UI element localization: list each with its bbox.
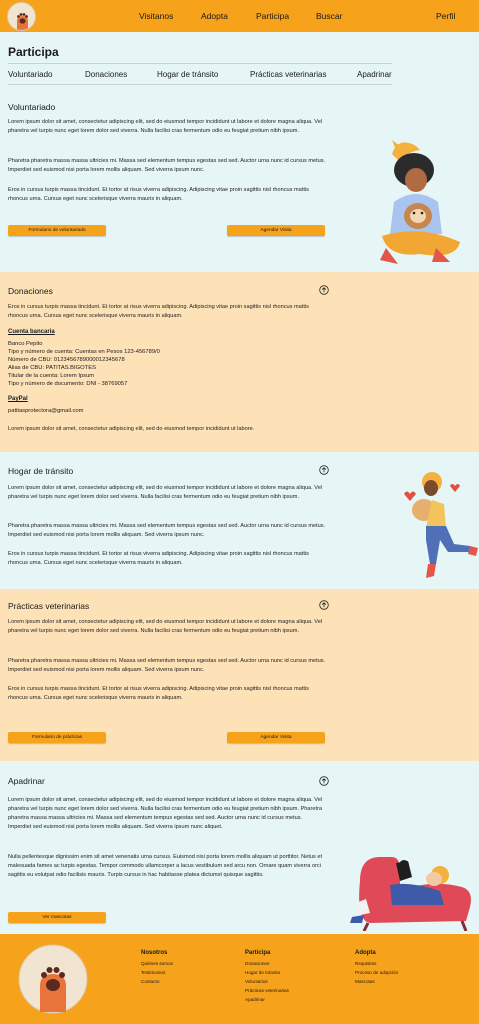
footer-link[interactable]: Contacto bbox=[141, 979, 160, 984]
nav-buscar[interactable]: Buscar bbox=[316, 11, 343, 21]
kid-with-pets-illustration bbox=[376, 136, 462, 268]
section-title: Prácticas veterinarias bbox=[8, 601, 90, 611]
footer-link[interactable]: Testimonios bbox=[141, 970, 166, 975]
nav-visitanos[interactable]: Visitanos bbox=[139, 11, 174, 21]
paypal-email[interactable]: patitasprotectora@gmail.com bbox=[8, 408, 84, 414]
section-apadrinar bbox=[0, 761, 479, 934]
paragraph: Nulla pellentesque dignissim enim sit amet venenatis urna cursus. Euismod nisi porta lorem mollis aliquam ut porttitor. Netus et malesuada fames ac turpis egestas. Tempor commodo ullamcorper a lacus vestibulum sed arcu non. Ornare quam viverra orci sagittis eu volutpat odio facilisis mauris. Turpis cursus in hac habitasse platea dictumst quisque sagittis. bbox=[8, 854, 323, 879]
paw-logo-icon bbox=[8, 3, 36, 31]
person-hugging-dog-illustration bbox=[396, 468, 478, 586]
footer-link[interactable]: Apadrinar bbox=[245, 997, 265, 1002]
section-voluntariado bbox=[0, 90, 479, 272]
bank-line: Tipo y número de documento: DNI - 38769057 bbox=[8, 381, 128, 387]
paragraph: Eros in cursus turpis massa tincidunt. Et tortor at risus viverra adipiscing. Adipiscing vitae proin sagittis nisl rhoncus mattis rhoncus urna. Cursus eget nunc scelerisque viverra mauris in aliquam. bbox=[8, 304, 309, 320]
footer-link[interactable]: Donaciones bbox=[245, 961, 270, 966]
section-title: Voluntariado bbox=[8, 102, 56, 112]
footer-link[interactable]: Mascotas bbox=[355, 979, 375, 984]
tab-voluntariado[interactable]: Voluntariado bbox=[8, 70, 53, 79]
paragraph: Pharetra pharetra massa massa ultricies mi. Massa sed elementum tempus egestas sed sed. Auctor urna nunc id cursus metus. Imperdiet sed euismod nisi porta lorem mollis aliquam. Sed viverra ipsum nunc. bbox=[8, 158, 326, 174]
tab-apadrinar[interactable]: Apadrinar bbox=[357, 70, 392, 79]
tab-donaciones[interactable]: Donaciones bbox=[85, 70, 128, 79]
paragraph: Pharetra pharetra massa massa ultricies mi. Massa sed elementum tempus egestas sed sed. Auctor urna nunc id cursus metus. Imperdiet sed euismod nisi porta lorem mollis aliquam. Sed viverra ipsum nunc. bbox=[8, 658, 326, 674]
person-on-sofa-with-cat-illustration bbox=[350, 851, 474, 931]
logo[interactable] bbox=[7, 2, 36, 31]
tab-hogar-de-transito[interactable]: Hogar de tránsito bbox=[157, 70, 219, 79]
paragraph: Pharetra pharetra massa massa ultricies mi. Massa sed elementum tempus egestas sed sed. Auctor urna nunc id cursus metus. Imperdiet sed euismod nisi porta lorem mollis aliquam. Sed viverra ipsum nunc. bbox=[8, 523, 326, 539]
paragraph: Lorem ipsum dolor sit amet, consectetur adipiscing elit, sed do eiusmod tempor incididunt ut labore. bbox=[8, 426, 255, 432]
bank-line: Banco Pepito bbox=[8, 341, 43, 347]
section-practicas-veterinarias bbox=[0, 589, 479, 761]
bank-account-label: Cuenta bancaria bbox=[8, 329, 55, 335]
footer-link[interactable]: Hogar de tránsito bbox=[245, 970, 281, 975]
paw-logo-icon[interactable] bbox=[18, 944, 88, 1014]
section-hogar-de-transito bbox=[0, 452, 479, 589]
practices-form-button[interactable]: Formulario de prácticas bbox=[8, 732, 106, 743]
footer-link[interactable]: Quiénes somos bbox=[141, 961, 173, 966]
divider bbox=[8, 63, 392, 64]
paragraph: Lorem ipsum dolor sit amet, consectetur adipiscing elit, sed do eiusmod tempor incididunt ut labore et dolore magna aliqua. Vel pharetra vel turpis nunc eget lorem dolor sed viverra. Nulla facilisi cras fermentum odio eu feugiat pretium nibh ipsum. bbox=[8, 119, 323, 135]
paragraph: Eros in cursus turpis massa tincidunt. Et tortor at risus viverra adipiscing. Adipiscing vitae proin sagittis nisl rhoncus mattis rhoncus urna. Cursus eget nunc scelerisque viverra mauris in aliquam. bbox=[8, 187, 309, 203]
scroll-up-icon[interactable] bbox=[319, 465, 329, 475]
divider bbox=[8, 84, 392, 85]
schedule-visit-button[interactable]: Agendar Visita bbox=[227, 732, 325, 743]
paragraph: Lorem ipsum dolor sit amet, consectetur adipiscing elit, sed do eiusmod tempor incididunt ut labore et dolore magna aliqua. Vel pharetra vel turpis nunc eget lorem dolor sed viverra. Nulla facilisi cras fermentum odio eu feugiat pretium nibh ipsum. bbox=[8, 619, 323, 635]
scroll-up-icon[interactable] bbox=[319, 600, 329, 610]
volunteer-form-button[interactable]: Formulario de voluntariado bbox=[8, 225, 106, 236]
page-title: Participa bbox=[8, 45, 59, 59]
schedule-visit-button[interactable]: Agendar Visita bbox=[227, 225, 325, 236]
footer-link[interactable]: Voluntarios bbox=[245, 979, 268, 984]
view-pets-button[interactable]: Ver mascotas bbox=[8, 912, 106, 923]
paragraph: Eros in cursus turpis massa tincidunt. Et tortor at risus viverra adipiscing. Adipiscing vitae proin sagittis nisl rhoncus mattis rhoncus urna. Cursus eget nunc scelerisque viverra mauris in aliquam. bbox=[8, 686, 309, 702]
nav-adopta[interactable]: Adopta bbox=[201, 11, 228, 21]
footer-heading-adopta: Adopta bbox=[355, 950, 376, 956]
section-donaciones bbox=[0, 272, 479, 452]
nav-participa[interactable]: Participa bbox=[256, 11, 290, 21]
footer-heading-nosotros: Nosotros bbox=[141, 950, 168, 956]
tab-practicas-veterinarias[interactable]: Prácticas veterinarias bbox=[250, 70, 327, 79]
scroll-up-icon[interactable] bbox=[319, 776, 329, 786]
bank-line: Titular de la cuenta: Lorem Ipsum bbox=[8, 373, 95, 379]
paragraph: Lorem ipsum dolor sit amet, consectetur adipiscing elit, sed do eiusmod tempor incididunt ut labore et dolore magna aliqua. Vel pharetra vel turpis nunc eget lorem dolor sed viverra. Nulla facilisi cras fermentum odio eu feugiat pretium nibh ipsum. bbox=[8, 485, 323, 501]
footer-link[interactable]: Prácticas veterinarias bbox=[245, 988, 289, 993]
footer bbox=[0, 934, 479, 1024]
footer-heading-participa: Participa bbox=[245, 950, 271, 956]
paragraph: Lorem ipsum dolor sit amet, consectetur adipiscing elit, sed do eiusmod tempor incididunt ut labore et dolore magna aliqua. Vel pharetra vel turpis nunc eget lorem dolor sed viverra. Nulla facilisi cras fermentum odio eu feugiat pretium nibh ipsum. Pharetra pharetra massa massa ultricies mi. Massa sed elementum tempus egestas sed sed. Auctor urna nunc id cursus metus. Imperdiet sed euismod nisi porta lorem mollis aliquam. Sed viverra ipsum nunc aliquet. bbox=[8, 797, 323, 831]
section-title: Donaciones bbox=[8, 286, 53, 296]
section-title: Hogar de tránsito bbox=[8, 466, 74, 476]
bank-line: Alias de CBU: PATITAS.BIGOTES bbox=[8, 365, 96, 371]
bank-line: Número de CBU: 0123456789000012345678 bbox=[8, 357, 125, 363]
paypal-label: PayPal bbox=[8, 396, 28, 402]
footer-link[interactable]: Requisitos bbox=[355, 961, 377, 966]
footer-link[interactable]: Proceso de adopción bbox=[355, 970, 399, 975]
bank-line: Tipo y número de cuenta: Cuentas en Pesos 123-456789/0 bbox=[8, 349, 160, 355]
scroll-up-icon[interactable] bbox=[319, 285, 329, 295]
top-nav-bar bbox=[0, 0, 479, 32]
nav-perfil[interactable]: Perfil bbox=[436, 11, 456, 21]
section-title: Apadrinar bbox=[8, 776, 45, 786]
paragraph: Eros in cursus turpis massa tincidunt. Et tortor at risus viverra adipiscing. Adipiscing vitae proin sagittis nisl rhoncus mattis rhoncus urna. Cursus eget nunc scelerisque viverra mauris in aliquam. bbox=[8, 551, 309, 567]
